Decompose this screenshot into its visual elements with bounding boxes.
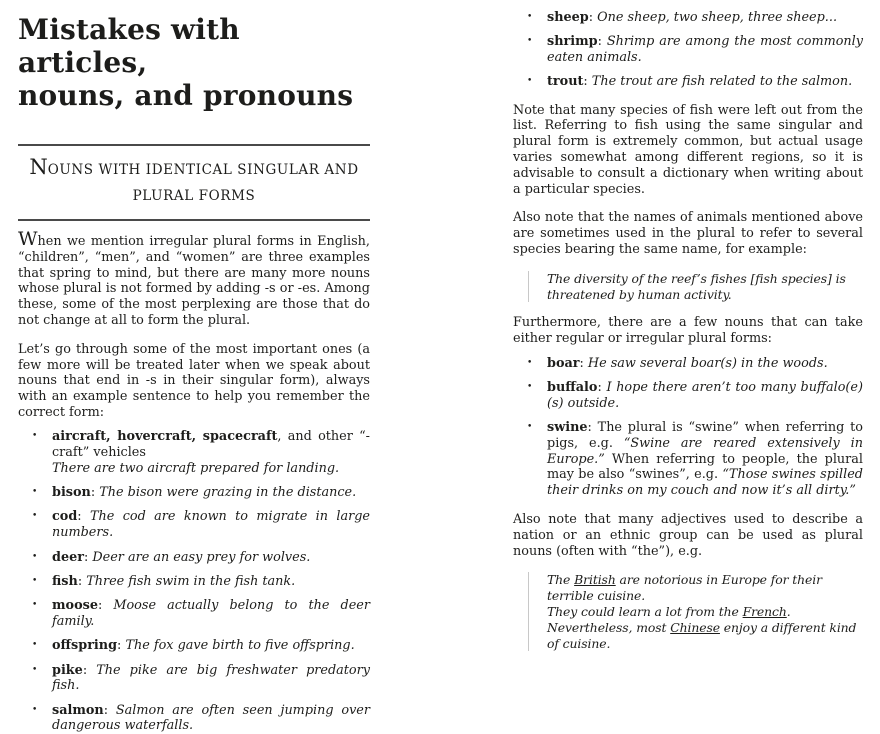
quote-line-1 <box>547 572 863 604</box>
bullet-text <box>52 598 370 630</box>
term-separator: : <box>583 73 592 89</box>
bullet-example: There are two aircraft prepared for landing. <box>52 460 340 476</box>
bullet-marker: • <box>32 575 38 586</box>
bullet-text <box>52 429 370 476</box>
bullet-text <box>52 509 370 541</box>
section-divider-top <box>18 144 370 146</box>
bullet-marker: • <box>527 11 533 22</box>
title-line-1: Mistakes with articles, <box>18 13 240 79</box>
bullet-example: Moose actually belong to the deer family. <box>52 598 370 629</box>
term-separator: : <box>82 662 97 678</box>
bullet-text <box>547 420 863 499</box>
bullet-term: deer <box>52 549 84 565</box>
nations-quote <box>513 572 863 651</box>
swine-italic-1: “Swine are reared extensively in Europe.” <box>547 435 863 467</box>
bullet-example: The trout are fish related to the salmon. <box>591 73 853 89</box>
bullet-term: swine <box>547 419 588 435</box>
quote-line-3-underlined: Chinese <box>670 619 720 635</box>
quote-line-1-post: are notorious in Europe for their terrible cuisine. <box>547 572 822 604</box>
bullet-term: bison <box>52 485 91 501</box>
section-heading <box>18 155 370 208</box>
bullet-text <box>547 380 863 412</box>
bullet-marker: • <box>32 551 38 562</box>
bullet-term: sheep <box>547 9 589 25</box>
bullet-item-fish <box>18 574 370 590</box>
list-intro-paragraph: Let’s go through some of the most important ones (a few more will be treated later when we speak about nouns that end in -s in their singular form), always with an example sentence to help you remember the correct form: <box>18 341 370 420</box>
bullet-term: offspring <box>52 638 118 654</box>
term-separator: : <box>597 33 607 49</box>
quote-line-1-pre: The <box>547 572 575 588</box>
bullet-text <box>52 550 370 566</box>
bullet-lead <box>52 429 370 461</box>
swine-italic-2: “Those swines spilled their drinks on my couch and now it’s all dirty.” <box>547 467 863 499</box>
quote-line-2-post: . <box>786 603 791 619</box>
bullet-item-sheep <box>513 10 863 26</box>
bullet-text <box>547 356 863 372</box>
bullet-text <box>52 663 370 695</box>
bullet-text <box>52 485 370 501</box>
bullet-item-pike <box>18 663 370 695</box>
bullet-marker: • <box>527 357 533 368</box>
term-separator: : <box>588 9 598 25</box>
bullet-example: I hope there aren’t too many buffalo(e)(s) outside. <box>547 379 863 411</box>
quote-text <box>547 572 863 651</box>
bullet-term: salmon <box>52 702 104 718</box>
title-line-2: nouns, and pronouns <box>18 79 354 112</box>
fishes-quote <box>513 271 863 303</box>
bullet-term: trout <box>547 73 584 89</box>
furthermore-paragraph: Furthermore, there are a few nouns that can take either regular or irregular plural forms: <box>513 315 863 347</box>
bullet-example: The cod are known to migrate in large numbers. <box>52 509 370 541</box>
term-separator: : <box>83 549 93 565</box>
bullet-marker: • <box>32 511 38 522</box>
bullet-example: Salmon are often seen jumping over dangerous waterfalls. <box>52 702 370 734</box>
note-paragraph: Note that many species of fish were left out from the list. Referring to fish using the same singular and plural form is extremely common, but actual usage varies somewhat among different regions, so it is advisable to consult a dictionary when writing about a particular species. <box>513 102 863 197</box>
document-title <box>18 13 370 112</box>
quote-border <box>528 572 529 651</box>
also-note-paragraph: Also note that the names of animals mentioned above are sometimes used in the plural to refer to several species bearing the same name, for example: <box>513 210 863 258</box>
bullet-term: pike <box>52 662 83 678</box>
quote-text: The diversity of the reef’s fishes [fish species] is threatened by human activity. <box>547 270 846 302</box>
bullet-text <box>52 638 370 654</box>
term-separator: : <box>579 355 588 371</box>
bullet-marker: • <box>527 35 533 46</box>
drop-cap: W <box>18 228 38 250</box>
bullet-example: Shrimp are among the most commonly eaten animals. <box>547 33 863 65</box>
bullet-marker: • <box>32 664 38 675</box>
term-separator: : <box>77 509 90 525</box>
term-separator: : <box>597 379 607 395</box>
quote-line-2-underlined: French <box>742 603 787 619</box>
bullet-marker: • <box>527 421 533 432</box>
bullet-text <box>52 574 370 590</box>
bullet-item-bison <box>18 485 370 501</box>
bullet-term: moose <box>52 598 98 614</box>
bullet-text <box>547 34 863 66</box>
term-separator: : <box>97 598 114 614</box>
bullet-item-salmon <box>18 703 370 734</box>
bullet-marker: • <box>32 487 38 498</box>
bullet-text <box>547 74 863 90</box>
section-heading-initial: N <box>29 155 48 179</box>
section-heading-text: OUNS WITH IDENTICAL SINGULAR AND PLURAL FORMS <box>47 162 359 204</box>
right-page <box>513 0 863 651</box>
bullet-lead-rest: , and other “-craft” vehicles <box>52 429 370 461</box>
bullet-marker: • <box>32 640 38 651</box>
quote-line-3-post: enjoy a different kind of cuisine. <box>547 619 857 651</box>
quote-line-1-underlined: British <box>574 572 616 588</box>
bullet-marker: • <box>527 75 533 86</box>
quote-line-2-pre: They could learn a lot from the <box>547 603 743 619</box>
bullet-term: fish <box>52 573 78 589</box>
bullet-term: boar <box>547 355 580 371</box>
term-separator: : <box>587 419 598 435</box>
term-separator: : <box>103 702 116 718</box>
bullet-marker: • <box>32 704 38 715</box>
bullet-example: Three fish swim in the fish tank. <box>86 573 296 589</box>
quote-line-3 <box>547 620 863 652</box>
quote-border <box>528 271 529 303</box>
bullet-example: The fox gave birth to five offspring. <box>125 638 355 654</box>
bullet-item-boar <box>513 356 863 372</box>
bullet-item-cod <box>18 509 370 541</box>
term-separator: : <box>117 638 126 654</box>
bullet-terms: aircraft, hovercraft, spacecraft <box>52 429 278 445</box>
bullet-item-craft <box>18 429 370 476</box>
term-separator: : <box>77 573 87 589</box>
quote-line-2 <box>547 604 863 620</box>
bullet-item-shrimp <box>513 34 863 66</box>
bullet-marker: • <box>527 381 533 392</box>
section-divider-bottom <box>18 219 370 221</box>
bullet-item-trout <box>513 74 863 90</box>
swine-roman-2: When referring to people, the plural may be also “swines”, e.g. <box>547 451 864 483</box>
swine-roman-1: The plural is “swine” when referring to pigs, e.g. <box>547 419 863 451</box>
bullet-text <box>52 703 370 734</box>
bullet-marker: • <box>32 600 38 611</box>
quote-line-3-pre: Nevertheless, most <box>547 619 671 635</box>
bullet-item-moose <box>18 598 370 630</box>
bullet-example: One sheep, two sheep, three sheep... <box>597 9 838 25</box>
bullet-text <box>547 10 863 26</box>
bullet-item-swine <box>513 420 863 499</box>
intro-paragraph-text: hen we mention irregular plural forms in English, “children”, “men”, and “women” are three examples that spring to mind, but there are many more nouns whose plural is not formed by adding -s or -es. Among these, some of the most perplexing are those that do not change at all to form the plural. <box>18 234 370 328</box>
bullet-example: Deer are an easy prey for wolves. <box>92 549 311 565</box>
bullet-example: The bison were grazing in the distance. <box>99 485 357 501</box>
bullet-example: The pike are big freshwater predatory fish. <box>52 662 370 694</box>
bullet-item-offspring <box>18 638 370 654</box>
term-separator: : <box>90 485 100 501</box>
bullet-term: buffalo <box>547 379 598 395</box>
bullet-term: shrimp <box>547 33 598 49</box>
bullet-item-buffalo <box>513 380 863 412</box>
bullet-term: cod <box>52 509 78 525</box>
bullet-marker: • <box>32 431 38 442</box>
bullet-example: He saw several boar(s) in the woods. <box>587 355 828 371</box>
nations-paragraph: Also note that many adjectives used to describe a nation or an ethnic group can be used as plural nouns (often with “the”), e.g. <box>513 511 863 559</box>
left-page <box>18 0 370 734</box>
intro-paragraph <box>18 228 370 329</box>
bullet-item-deer <box>18 550 370 566</box>
